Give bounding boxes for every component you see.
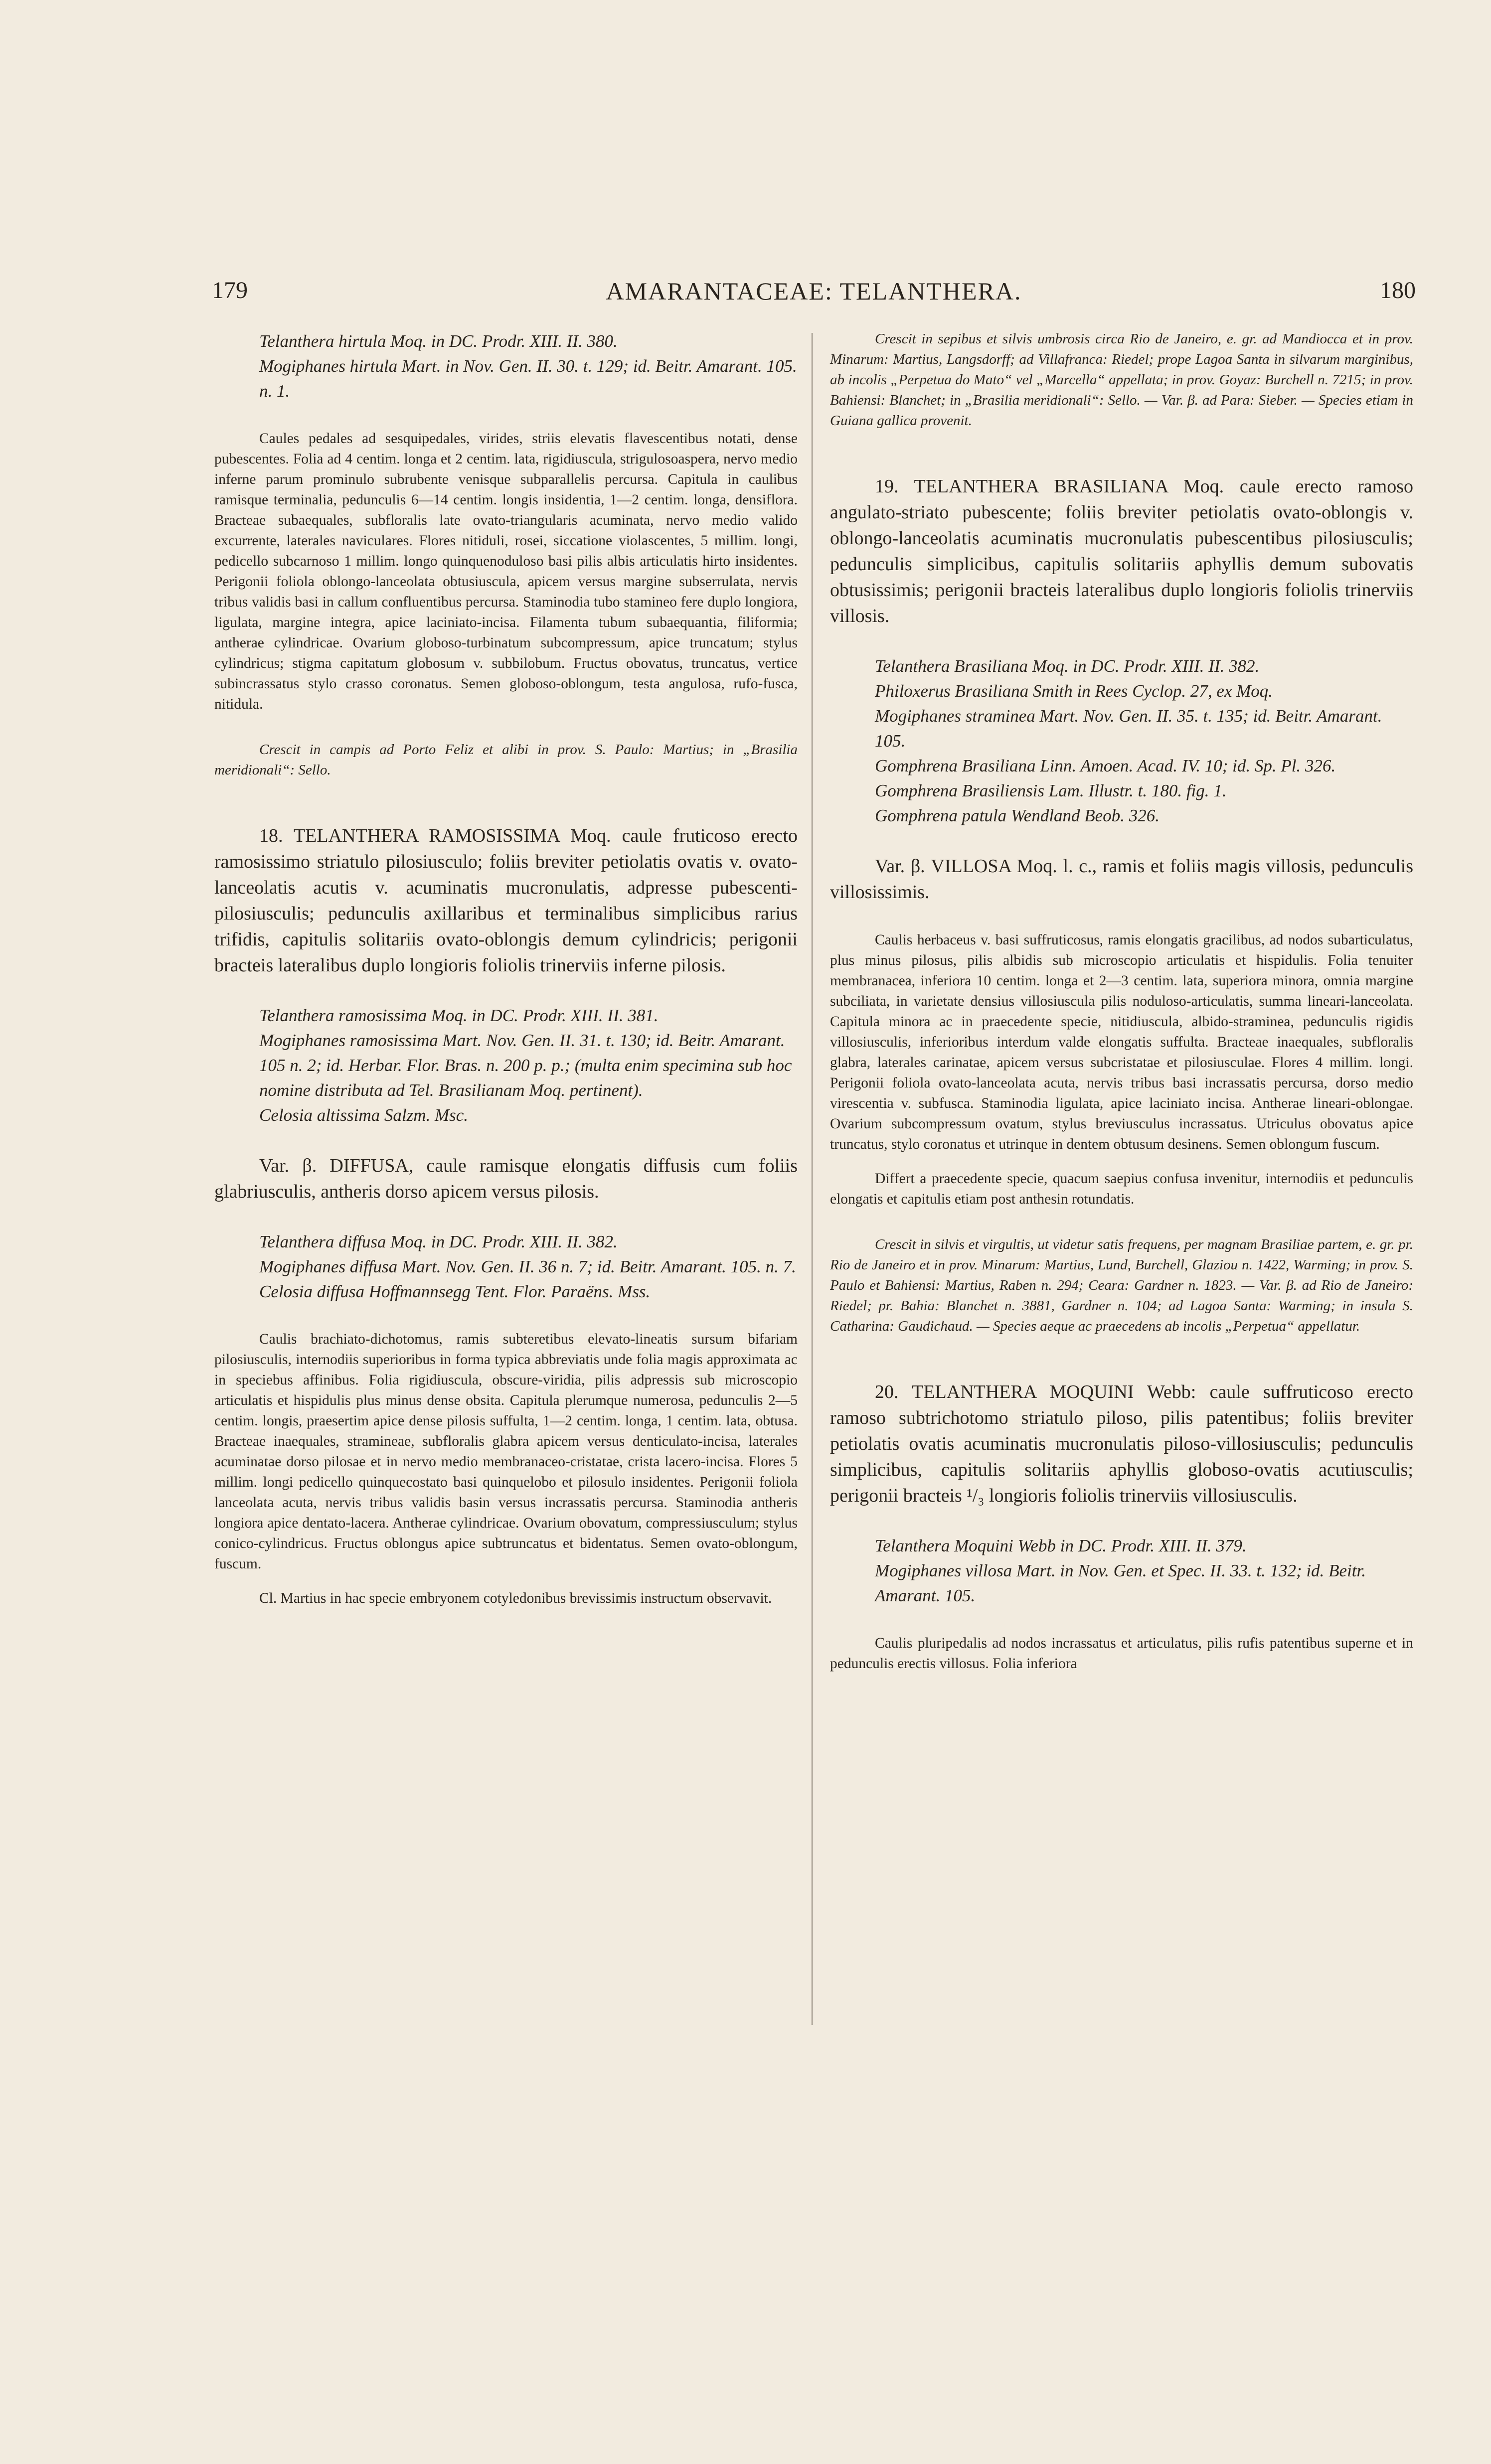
synonym-line: Mogiphanes hirtula Mart. in Nov. Gen. II. 30. t. 129; id. Beitr. Amarant. 105. n. 1.: [259, 356, 797, 401]
running-title: AMARANTACEAE: TELANTHERA.: [606, 277, 1022, 305]
synonym-line: Celosia diffusa Hoffmannsegg Tent. Flor. Paraëns. Mss.: [259, 1282, 651, 1301]
synonym-line: Telanthera ramosissima Moq. in DC. Prodr. XIII. II. 381.: [259, 1006, 659, 1025]
synonym-line: Gomphrena patula Wendland Beob. 326.: [875, 806, 1160, 825]
synonym-line: Gomphrena Brasiliana Linn. Amoen. Acad. IV. 10; id. Sp. Pl. 326.: [875, 756, 1336, 775]
synonym-line: Telanthera hirtula Moq. in DC. Prodr. XIII. II. 380.: [259, 331, 618, 351]
column-divider: [812, 333, 813, 2025]
synonym-line: Philoxerus Brasiliana Smith in Rees Cyclop. 27, ex Moq.: [875, 681, 1273, 701]
synonym-line: Mogiphanes diffusa Mart. Nov. Gen. II. 36 n. 7; id. Beitr. Amarant. 105. n. 7.: [259, 1257, 796, 1276]
distribution-paragraph: Crescit in sepibus et silvis umbrosis circa Rio de Janeiro, e. gr. ad Mandiocca et in prov. Minarum: Martius, Langsdorff; ad Villafranca: Riedel; prope Lagoa Santa in silvarum marginibus, ab incolis „Perpetua do Mato“ vel „Marcella“ appellata; in prov. Goyaz: Burchell n. 7215; in prov. Bahiensi: Blanchet; in „Brasilia meridionali“: Sello. — Var. β. ad Para: Sieber. — Species etiam in Guiana gallica provenit.: [830, 331, 1413, 429]
species-diagnosis: 20. TELANTHERA MOQUINI Webb: caule suffruticoso erecto ramoso subtrichotomo striatulo piloso, pilis patentibus; foliis breviter petiolatis ovatis acuminatis mucronulatis piloso-villosiusculis; pedunculis simplicibus, capitulis solitariis aphyllis globoso-ovatis acutiusculis; perigonii bracteis ¹/₃ longioris foliolis trinerviis villosiusculis.: [830, 1382, 1413, 1506]
synonym-line: Telanthera diffusa Moq. in DC. Prodr. XIII. II. 382.: [259, 1232, 618, 1251]
description-paragraph: Caules pedales ad sesquipedales, virides, striis elevatis flavescentibus notati, dense pubescentes. Folia ad 4 centim. longa et 2 centim. lata, rigidiuscula, strigulosoaspera, nervo medio inferne parum prominulo subrubente venisque subparallelis percursa. Capitula in caulibus ramisque terminalia, pedunculis 6—14 centim. longis insidentia, 1—2 centim. longa, densiflora. Bracteae subaequales, subfloralis late ovato-triangularis acuminata, nervo medio valido excurrente, laterales naviculares. Flores nitiduli, rosei, siccatione violascentes, 5 millim. longi, pedicello subcarnoso 1 millim. longo quinquenoduloso basi pilis albis articulatis hirto insidentes. Perigonii foliola oblongo-lanceolata obtusiuscula, apicem versus margine subserrulata, nervis tribus validis basi in callum confluentibus percursa. Staminodia tubo stamineo fere duplo longiora, ligulata, margine integra, apice laciniato-incisa. Filamenta tubum subaequantia, filiformia; antherae cylindricae. Ovarium globoso-turbinatum subcompressum, apice truncatum; stylus cylindricus; stigma capitatum globosum v. subbilobum. Fructus obovatus, truncatus, vertice subincrassatus stylo crasso coronatus. Semen globoso-oblongum, testa angulosa, rufo-fusca, nitidula.: [214, 431, 798, 712]
page-number-left: 179: [212, 277, 248, 304]
note-paragraph: Cl. Martius in hac specie embryonem cotyledonibus brevissimis instructum observavit.: [259, 1590, 772, 1606]
distribution-paragraph: Crescit in campis ad Porto Feliz et alibi in prov. S. Paulo: Martius; in „Brasilia meridionali“: Sello.: [214, 742, 798, 778]
synonym-line: Mogiphanes straminea Mart. Nov. Gen. II. 35. t. 135; id. Beitr. Amarant. 105.: [875, 706, 1382, 751]
synonym-line: Mogiphanes villosa Mart. in Nov. Gen. et Spec. II. 33. t. 132; id. Beitr. Amarant. 105.: [875, 1561, 1366, 1605]
synonym-line: Celosia altissima Salzm. Msc.: [259, 1105, 469, 1125]
description-paragraph: Caulis brachiato-dichotomus, ramis subteretibus elevato-lineatis sursum bifariam pilosiusculis, internodiis superioribus in forma typica abbreviatis unde folia magis approximata ac in speciebus affinibus. Folia rigidiuscula, obscure-viridia, pilis adpressis sub microscopio articulatis et hispidulis plus minus dense obsita. Capitula plerumque numerosa, pedunculis 2—5 centim. longis, praesertim apice dense pilosis suffulta, 1—2 centim. longa, 1 centim. lata, obtusa. Bracteae inaequales, stramineae, subfloralis glabra apicem versus denticulato-incisa, laterales acuminatae dorso pilosae et in nervo medio membranaceo-cristatae, crista lacero-incisa. Flores 5 millim. longi pedicello quinquecostato basi quinquelobo et pilosulo insidentes. Perigonii foliola lanceolata acuta, nervis tribus validis basin versus incrassatis percursa. Staminodia antheris longiora apice dentato-lacera. Antherae cylindricae. Ovarium obovatum, compressiusculum; stylus conico-cylindricus. Fructus oblongus apice subtruncatus et bidentatus. Semen ovato-oblongum, fuscum.: [214, 1331, 798, 1572]
left-column: [214, 329, 798, 1609]
species-diagnosis: 18. TELANTHERA RAMOSISSIMA Moq. caule fruticoso erecto ramosissimo striatulo pilosiusculo; foliis breviter petiolatis ovatis v. ovato-lanceolatis acutis v. acuminatis mucronulatis, adpresse pubescenti-pilosiusculis; pedunculis axillaribus et terminalibus simplicibus rarius trifidis, capitulis solitariis ovato-oblongis demum cylindricis; perigonii bracteis lateralibus duplo longioris foliolis trinerviis inferne pilosis.: [214, 825, 798, 976]
synonym-line: Mogiphanes ramosissima Mart. Nov. Gen. II. 31. t. 130; id. Beitr. Amarant. 105 n. 2; id. Herbar. Flor. Bras. n. 200 p. p.; (multa enim specimina sub hoc nomine distributa ad Tel. Brasilianam Moq. pertinent).: [259, 1031, 792, 1100]
variety-diagnosis: Var. β. DIFFUSA, caule ramisque elongatis diffusis cum foliis glabriusculis, antheris dorso apicem versus pilosis.: [214, 1155, 798, 1202]
description-paragraph: Caulis pluripedalis ad nodos incrassatus et articulatus, pilis rufis patentibus superne et in pedunculis erectis villosus. Folia inferiora: [830, 1635, 1413, 1672]
variety-diagnosis: Var. β. VILLOSA Moq. l. c., ramis et foliis magis villosis, pedunculis villosissimis.: [830, 856, 1413, 903]
synonym-line: Gomphrena Brasiliensis Lam. Illustr. t. 180. fig. 1.: [875, 781, 1227, 800]
synonym-line: Telanthera Moquini Webb in DC. Prodr. XIII. II. 379.: [875, 1536, 1247, 1555]
species-diagnosis: 19. TELANTHERA BRASILIANA Moq. caule erecto ramoso angulato-striato pubescente; foliis breviter petiolatis ovato-oblongis v. oblongo-lanceolatis acuminatis mucronulatis pubescentibus pilosiusculis; pedunculis simplicibus, capitulis solitariis aphyllis demum subovatis obtusissimis; perigonii bracteis lateralibus duplo longioris foliolis trinerviis villosis.: [830, 476, 1413, 626]
difference-paragraph: Differt a praecedente specie, quacum saepius confusa invenitur, internodiis et pedunculis elongatis et capitulis etiam post anthesin rotundatis.: [830, 1171, 1413, 1207]
distribution-paragraph: Crescit in silvis et virgultis, ut videtur satis frequens, per magnam Brasiliae partem, e. gr. pr. Rio de Janeiro et in prov. Minarum: Martius, Lund, Burchell, Glaziou n. 1422, Warming; in prov. S. Paulo et Bahiensi: Martius, Raben n. 294; Ceara: Gardner n. 1823. — Var. β. ad Rio de Janeiro: Riedel; pr. Bahia: Blanchet n. 3881, Gardner n. 104; ad Lagoa Santa: Warming; in insula S. Catharina: Gaudichaud. — Species aeque ac praecedens ab incolis „Perpetua“ appellatur.: [830, 1236, 1413, 1334]
page-number-right: 180: [1380, 277, 1416, 304]
description-paragraph: Caulis herbaceus v. basi suffruticosus, ramis elongatis gracilibus, ad nodos subarticulatus, plus minus pilosus, pilis albidis sub microscopio articulatis et hispidulis. Folia tenuiter membranacea, inferiora 10 centim. longa et 2—3 centim. lata, superiora minora, omnia margine subciliata, in varietate densius villosiuscula pilis noduloso-articulatis, summa lineari-lanceolata. Capitula minora ac in praecedente specie, nitidiuscula, albido-straminea, pedunculis rigidis villosiusculis, inferioribus interdum valde elongatis suffulta. Bracteae inaequales, subfloralis glabra, laterales carinatae, apicem versus subcristatae et pilosiusculae. Flores 4 millim. longi. Perigonii foliola ovato-lanceolata acuta, nervis tribus basi incrassatis percursa, dorso medio virescentia v. subfusca. Staminodia ligulata, apice laciniato incisa. Antherae lineari-oblongae. Ovarium subcompressum ovatum, stylus breviusculus incrassatus. Utriculus obovatus apice truncatus, stylo coronatus et utrinque in dentem obtusum desinens. Semen oblongum fuscum.: [830, 932, 1413, 1152]
synonym-line: Telanthera Brasiliana Moq. in DC. Prodr. XIII. II. 382.: [875, 656, 1260, 676]
right-column: [830, 329, 1413, 1674]
running-header: [212, 277, 1416, 311]
